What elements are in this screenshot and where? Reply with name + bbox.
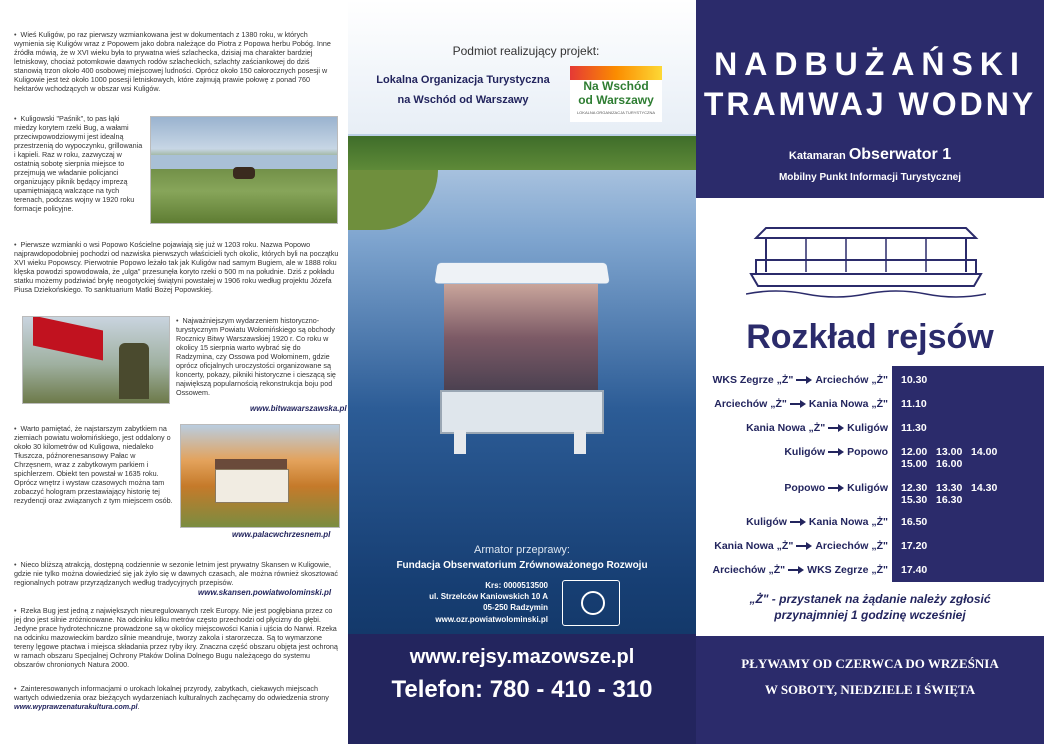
project-label: Podmiot realizujący projekt: (452, 44, 600, 58)
boat-float-right (574, 430, 586, 454)
season-footer (696, 636, 1044, 744)
request-stop-note-2: przynajmniej 1 godzinę wcześniej (774, 608, 966, 622)
organization-line-1: Lokalna Organizacja Turystyczna (376, 74, 550, 86)
armator-details (408, 580, 548, 625)
right-panel: NADBUŻAŃSKI TRAMWAJ WODNY Katamaran Obserwator 1 Mobilny Punkt Informacji Turystycznej Rozkład rejsów WKS Zegrze „Ż" Arciechów „Ż" 10.30 Arciechów „Ż" Kania Nowa „Ż" 11.10 Kania Nowa „Ż" Kuligów 11.30 Kuligów Popowo 12.00 13.00 14.00 15.00 16.00 Popowo Kuligów 12.30 13.30 14.30 15.30 16.30 Kuligów Kania Nowa „Ż" 16.50 Kania Nowa „Ż" Arciechów „Ż" 17.20 Arciechów „Ż" WKS Zegrze „Ż" 17.40 „Ż" - przystanek na żądanie należy zgłosić przynajmniej 1 godzinę wcześniej PŁYWAMY OD CZERWCA DO WRZEŚNIA W SOBOTY, NIEDZIELE I ŚWIĘTA (696, 0, 1044, 744)
schedule-times: 11.10 (901, 398, 927, 410)
title-line-1: NADBUŻAŃSKI (714, 46, 1026, 82)
logo-subtitle: LOKALNA ORGANIZACJA TURYSTYCZNA (576, 110, 656, 115)
arrow-right-icon (828, 448, 844, 456)
paragraph-battle: • Najważniejszym wydarzeniem historyczno-turystycznym Powiatu Wołomińskiego są obchody Rocznicy Bitwy Warszawskiej 1920 r. Co roku w okolicy 15 sierpnia warto wybrać się do Radzymina, czy Ossowa pod Wołominem, gdzie oprócz oficjalnych uroczystości organizowane są koncerty, pokazy, pikniki historyczne i cieszącą się największą popularnością rekonstrukcja boju pod Ossowem. (176, 316, 336, 397)
subtitle-catamaran: Katamaran Obserwator 1 (788, 146, 952, 163)
link-skansen[interactable]: www.skansen.powiatwolominski.pl (198, 588, 332, 597)
catamaran-drawing (746, 210, 986, 306)
armator-name: Fundacja Obserwatorium Zrównoważonego Rozwoju (396, 560, 648, 571)
schedule-times: 16.50 (901, 516, 928, 528)
arrow-right-icon (788, 566, 804, 574)
paragraph-skansen: • Nieco bliższą atrakcją, dostępną codziennie w sezonie letnim jest prywatny Skansen w Kuligowie, gdzie nie tylko można dowiedzieć się jak żyło się w dawnych czasach, ale można również skosztować regionalnych potraw przyrządzanych według tradycyjnych przepisów. (14, 560, 338, 587)
organization-line-2: na Wschód od Warszawy (397, 94, 529, 106)
arrow-right-icon (796, 542, 812, 550)
paragraph-bug-river: • Rzeka Bug jest jedną z największych nieuregulowanych rzek Europy. Nie jest pogłębiana przez co jej dno jest silnie zróżnicowane. Na odcinku kilku metrów często przechodzi od płycizny do głębi. Jedyne prace hydrotechniczne prowadzone są w okolicy miejscowości Kania i ujścia do Narwi. Rzeka na odcinku mazowieckim bardzo silnie meandruje, tworzy zakola i starorzecza. Są to wymarzone tereny lęgowe ptactwa i miejsca składania przez ryby ikry. Znaczna część obszaru objęta jest ochroną w ramach obszaru Specjalnej Ochrony Ptaków Dolina Dolnego Bugu należącego do systemu obszarów chronionych Natura 2000. (14, 606, 338, 669)
arrow-right-icon (796, 376, 812, 384)
schedule-times: 17.20 (901, 540, 928, 552)
website-link[interactable]: www.rejsy.mazowsze.pl (409, 646, 635, 668)
season-line-2: W SOBOTY, NIEDZIELE I ŚWIĘTA (764, 682, 976, 697)
tree-line (348, 136, 696, 170)
request-stop-note-1: „Ż" - przystanek na żądanie należy zgłosić (749, 592, 991, 606)
contact-bar (348, 634, 696, 744)
logo-line-1: Na Wschód (583, 79, 649, 93)
title-line-2: TRAMWAJ WODNY (703, 86, 1037, 122)
boat-float-left (454, 430, 466, 454)
logo-stripe (570, 66, 662, 80)
schedule-times-line-2: 15.30 16.30 (901, 494, 963, 506)
boat-hull (440, 390, 604, 434)
arrow-right-icon (790, 518, 806, 526)
foundation-logo (562, 580, 620, 626)
schedule-times: 10.30 (901, 374, 928, 386)
address-street: ul. Strzelców Kaniowskich 10 A (429, 592, 548, 602)
link-bitwawarszawska[interactable]: www.bitwawarszawska.pl (250, 404, 347, 413)
logo-line-2: od Warszawy (578, 93, 654, 107)
link-palacwchrzesnem[interactable]: www.palacwchrzesnem.pl (232, 530, 331, 539)
arrow-right-icon (828, 484, 844, 492)
schedule-title: Rozkład rejsów (746, 318, 994, 356)
season-line-1: PŁYWAMY OD CZERWCA DO WRZEŚNIA (741, 656, 999, 671)
paragraph-contact: • Zainteresowanych informacjami o urokach lokalnej przyrody, zabytkach, ciekawych miejscach wartych odwiedzenia oraz bieżących wydarzeniach kulturalnych zachęcamy do odwiedzenia strony www.wyprawzenaturakultura.com.pl. (14, 684, 329, 711)
schedule-times: 17.40 (901, 564, 928, 576)
meadow-photo (150, 116, 338, 224)
left-panel (0, 0, 348, 744)
paragraph-palace: • Warto pamiętać, że najstarszym zabytkiem na ziemiach powiatu wołomińskiego, jest oddalony o około 30 kilometrów od Kuligowa, niedaleko Tłuszcza, późnorenesansowy Pałac w Chrzęsnem, wraz z zabytkowym parkiem i spichlerzem. Obiekt ten powstał w 1635 roku. Oprócz wnętrz i wystaw czasowych można tam zobaczyć hologram przestawiający historię tej rezydencji oraz związanych z tym miejscem osób. (14, 424, 173, 505)
paragraph-popowo: • Pierwsze wzmianki o wsi Popowo Kościelne pojawiają się już w 1203 roku. Nazwa Popowo najprawdopodobniej pochodzi od nazwiska pierwszych właścicieli tych okolic, których byli na początku XVI wieku Popowscy. Pierwotnie Popowo leżało tak jak Kuligów nad samym Bugiem, ale w 1888 roku klęska powodzi spowodowała, że „ulga" przesunęła koryto rzeki o 500 m na południe. Dziś z pokładu statku możemy podziwiać bryłę neogotyckiej świątyni powstałej w 1906 roku według projektu Józefa Piusa Dziekońskiego. To sanktuarium Matki Bożej Popowskiej. (14, 240, 339, 294)
subtitle-info-point: Mobilny Punkt Informacji Turystycznej (778, 172, 962, 183)
foundation-logo-icon (581, 591, 605, 615)
palace-photo (180, 424, 340, 528)
krs-number: Krs: 0000513500 (485, 581, 548, 590)
arrow-right-icon (828, 424, 844, 432)
schedule-times: 12.30 13.30 14.30 (901, 482, 998, 494)
middle-panel (348, 0, 696, 744)
battle-reenactment-photo (22, 316, 170, 404)
paragraph-kuligow: • Wieś Kuligów, po raz pierwszy wzmiankowana jest w dokumentach z 1380 roku, w których wymienia się Kuligów wraz z Popowem jako dobra należące do Piotra z Popowa herbu Pobóg. Inne źródła mówią, że w XVI wieku była to prywatna wieś szlachecka, dzisiaj ma charakter bardziej letniskowy, chociaż potomkowie dawnych rodów szlacheckich, szlachty zaściankowej do dziś stanowią trzon około 400 osobowej miejscowej ludności. Oprócz około 150 całorocznych posesji w Kuligowie jest też około 1000 posesji letniskowych, które zajmują prawie połowę z ponad 760 hektarów wchodzących w obszar wsi Kuligów. (14, 30, 331, 93)
address-city: 05-250 Radzymin (483, 603, 548, 613)
riverbank (348, 170, 438, 230)
schedule-times: 12.00 13.00 14.00 (901, 446, 998, 458)
schedule-times-line-2: 15.00 16.00 (901, 458, 963, 470)
boat-passengers (444, 284, 598, 392)
arrow-right-icon (790, 400, 806, 408)
boat-roof (434, 263, 609, 284)
website-ozr[interactable]: www.ozr.powiatwolominski.pl (435, 614, 548, 624)
title-header (696, 0, 1044, 198)
link-wyprawzenaturakultura[interactable]: www.wyprawzenaturakultura.com.pl (14, 702, 138, 711)
organization-logo (570, 66, 662, 122)
armator-label: Armator przeprawy: (474, 544, 570, 556)
phone-number[interactable]: Telefon: 780 - 410 - 310 (391, 676, 653, 703)
schedule-times: 11.30 (901, 422, 927, 434)
paragraph-pasnik: • Kuligowski "Paśnik", to pas łąki miedzy korytem rzeki Bug, a wałami przeciwpowodziowymi jest idealną przestrzenią do wypoczynku, grillowania i kąpieli. Raz w roku, zazwyczaj w ostatnią sobotę sierpnia miejsce to przejmują we władanie policjanci organizujący piknik będący imprezą upamiętniającą walczące na tych terenach, podczas wojny w 1920 roku formacje policyjne. (14, 114, 143, 213)
